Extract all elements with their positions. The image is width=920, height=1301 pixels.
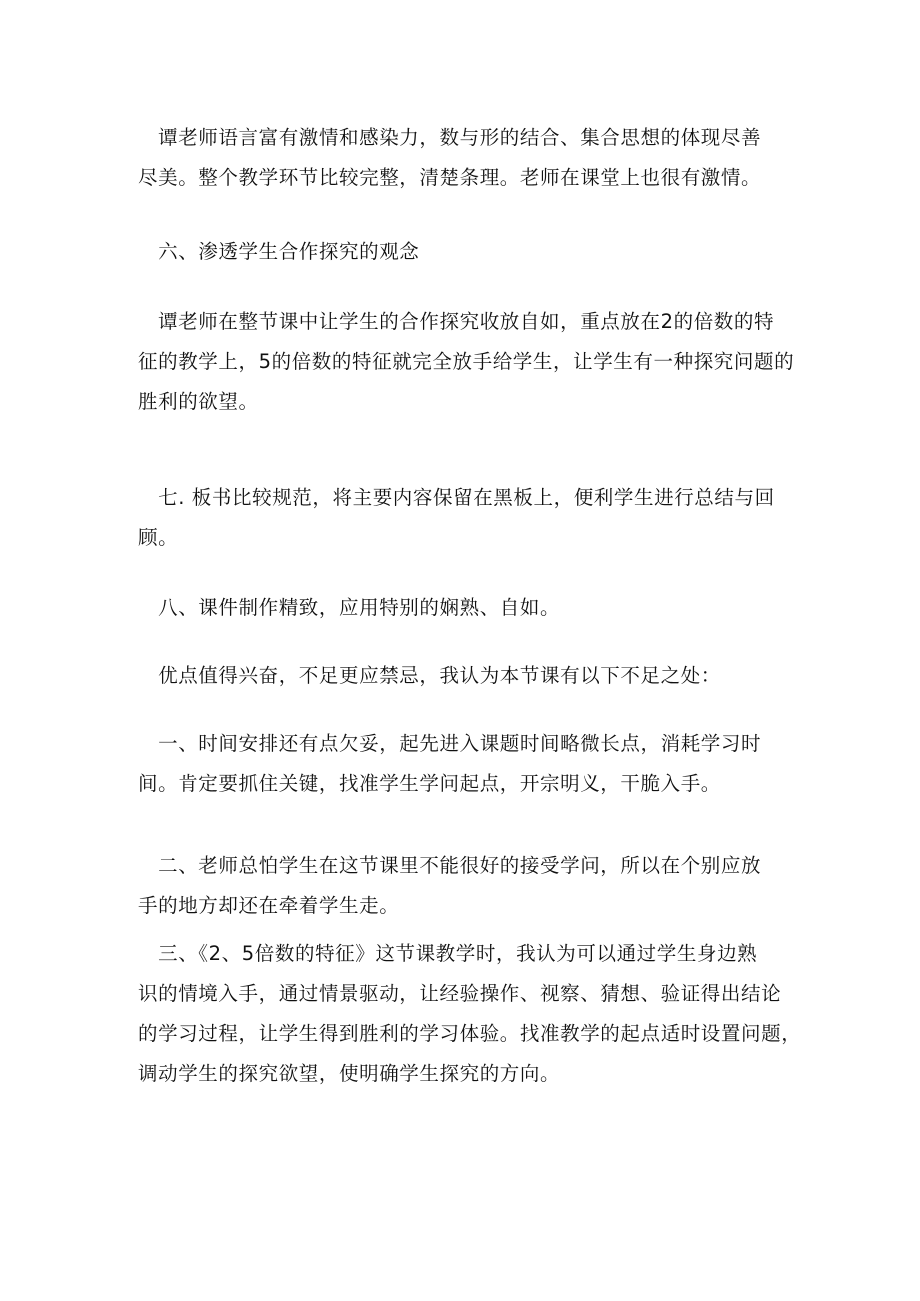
text-line: 七. 板书比较规范，将主要内容保留在黑板上，便利学生进行总结与回 <box>138 486 775 509</box>
text-line: 谭老师语言富有激情和感染力，数与形的结合、集合思想的体现尽善 <box>138 126 762 149</box>
text-line: 胜利的欲望。 <box>138 390 259 413</box>
text-line: 六、渗透学生合作探究的观念 <box>138 240 420 263</box>
text-line: 一、时间安排还有点欠妥，起先进入课题时间略微长点，消耗学习时 <box>138 732 762 755</box>
text-line: 征的教学上，5的倍数的特征就完全放手给学生，让学生有一种探究问题的 <box>138 350 795 373</box>
text-line: 二、老师总怕学生在这节课里不能很好的接受学问，所以在个别应放 <box>138 854 762 877</box>
text-line: 调动学生的探究欲望，使明确学生探究的方向。 <box>138 1062 561 1085</box>
text-line: 尽美。整个教学环节比较完整，清楚条理。老师在课堂上也很有激情。 <box>138 166 762 189</box>
paragraph-courseware <box>138 588 798 628</box>
paragraph-cooperative-inquiry <box>138 302 798 422</box>
text-line: 优点值得兴奋，不足更应禁忌，我认为本节课有以下不足之处： <box>138 664 721 687</box>
heading-six-cooperation <box>138 232 798 272</box>
text-line: 的学习过程，让学生得到胜利的学习体验。找准教学的起点适时设置问题， <box>138 1022 802 1045</box>
text-line: 手的地方却还在牵着学生走。 <box>138 894 400 917</box>
paragraph-teacher-language <box>138 118 798 198</box>
text-line: 谭老师在整节课中让学生的合作探究收放自如，重点放在2的倍数的特 <box>138 310 775 333</box>
paragraph-teacher-worry <box>138 846 798 926</box>
paragraph-lesson-suggestion <box>138 934 802 1094</box>
text-line: 顾。 <box>138 526 179 549</box>
text-line: 三、《2、5倍数的特征》这节课教学时，我认为可以通过学生身边熟 <box>138 942 758 965</box>
paragraph-blackboard <box>138 478 798 558</box>
paragraph-shortcomings-intro <box>138 656 798 696</box>
text-line: 识的情境入手，通过情景驱动，让经验操作、视察、猜想、验证得出结论 <box>138 982 782 1005</box>
text-line: 八、课件制作精致，应用特别的娴熟、自如。 <box>138 596 561 619</box>
text-line: 间。肯定要抓住关键，找准学生学问起点，开宗明义，干脆入手。 <box>138 772 721 795</box>
paragraph-time-arrangement <box>138 724 798 804</box>
